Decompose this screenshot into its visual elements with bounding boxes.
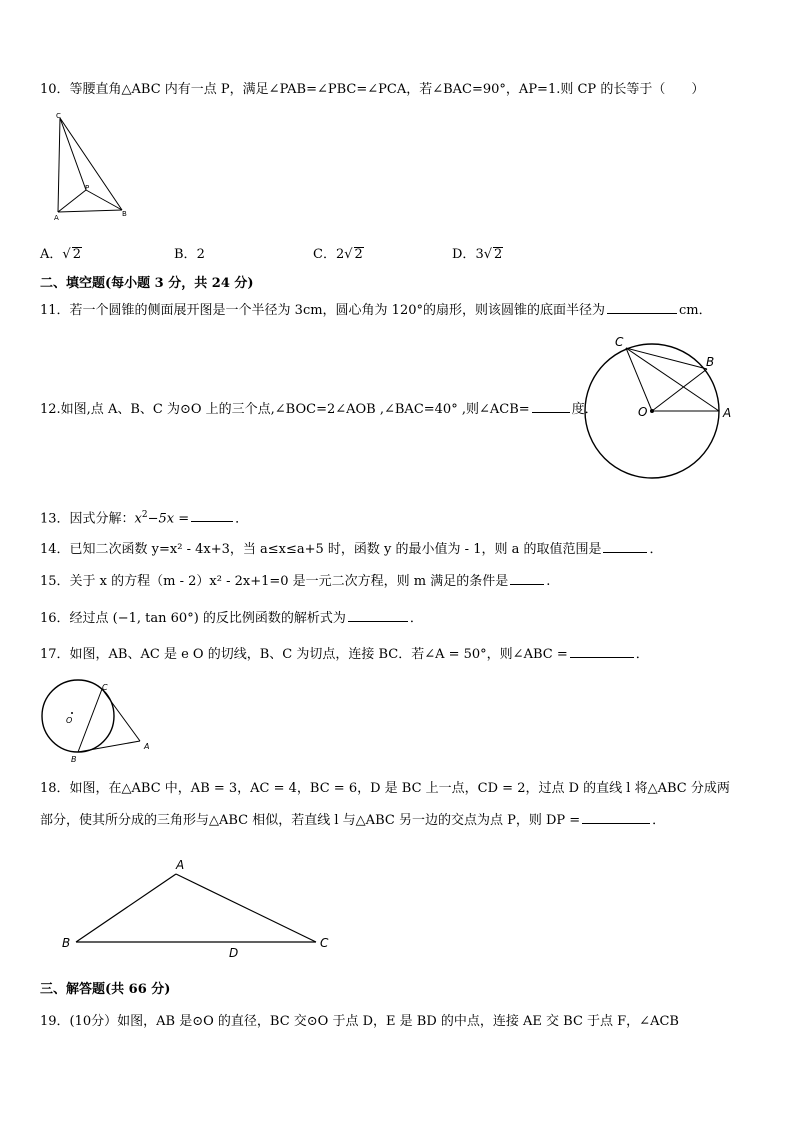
option-letter: D． <box>452 247 476 262</box>
q15-text: 15．关于 x 的方程（m - 2）x² - 2x+1=0 是一元二次方程，则 m 满足的条件是 <box>40 574 509 589</box>
q12-label-c: C <box>615 335 624 349</box>
q11-tail: cm． <box>679 303 712 318</box>
radicand: 2 <box>494 247 503 262</box>
q10-label-b: B <box>122 210 127 218</box>
section-heading-fill-in: 二、填空题(每小题 3 分，共 24 分) <box>40 276 254 291</box>
q13-prefix: 13．因式分解： <box>40 511 135 527</box>
q13-expr: −5x = <box>147 511 190 527</box>
q13-exponent: 2 <box>141 510 148 520</box>
q13-x: x <box>134 511 142 527</box>
option-value: 2 <box>196 247 205 262</box>
q10-text: 10．等腰直角△ABC 内有一点 P，满足∠PAB=∠PBC=∠PCA，若∠BAC=90°，AP=1.则 CP 的长等于（ ） <box>40 82 705 97</box>
q16-text: 16．经过点 (−1, tan 60°) 的反比例函数的解析式为 <box>40 611 346 626</box>
q17-label-c: C <box>102 683 108 692</box>
q18-line1: 18．如图，在△ABC 中，AB = 3，AC = 4，BC = 6，D 是 BC 上一点，CD = 2，过点 D 的直线 l 将△ABC 分成两 <box>40 781 730 796</box>
q10-figure <box>50 112 140 222</box>
q14-text: 14．已知二次函数 y=x² - 4x+3，当 a≤x≤a+5 时，函数 y 的最小值为 - 1，则 a 的取值范围是 <box>40 542 602 557</box>
q10-option-c[interactable]: C．2√ 2 <box>313 247 363 262</box>
q14-answer-blank[interactable] <box>603 539 647 553</box>
q15-tail: . <box>546 574 551 589</box>
q13-answer-blank[interactable] <box>191 508 233 522</box>
q18-answer-blank[interactable] <box>582 810 650 824</box>
q17-figure <box>40 678 170 768</box>
option-letter: C． <box>313 247 336 262</box>
q18-line2 <box>40 810 665 831</box>
q16-answer-blank[interactable] <box>348 608 408 622</box>
q11-answer-blank[interactable] <box>607 300 677 314</box>
q16 <box>40 608 423 629</box>
q18-text: 部分，使其所分成的三角形与△ABC 相似，若直线 l 与△ABC 另一边的交点为点 P，则 DP = <box>40 813 581 828</box>
q17 <box>40 644 649 665</box>
section-heading-solutions: 三、解答题(共 66 分) <box>40 982 171 997</box>
q18-label-d: D <box>229 946 239 960</box>
q13-tail: ． <box>235 511 249 527</box>
radicand: 2 <box>354 247 363 262</box>
q17-tail: ． <box>635 647 649 662</box>
q17-label-a: A <box>144 742 150 751</box>
q10-option-b[interactable] <box>174 243 205 262</box>
q12 <box>40 399 598 420</box>
q13 <box>40 505 248 529</box>
q15-answer-blank[interactable] <box>510 571 544 585</box>
option-letter: B． <box>174 247 197 262</box>
q17-label-b: B <box>71 755 77 764</box>
option-letter: A． <box>40 247 63 262</box>
q12-answer-blank[interactable] <box>532 399 570 413</box>
q12-label-o: O <box>638 405 648 419</box>
q12-text: 12.如图,点 A、B、C 为⊙O 上的三个点,∠BOC=2∠AOB ,∠BAC=40° ,则∠ACB= <box>40 402 530 417</box>
q15 <box>40 571 550 592</box>
q10-label-a: A <box>54 214 59 222</box>
coef: 3 <box>475 247 484 262</box>
q18-label-a: A <box>176 858 185 872</box>
q17-answer-blank[interactable] <box>570 644 634 658</box>
q10-option-a[interactable]: A．√ 2 <box>40 247 81 262</box>
q17-text: 17．如图，AB、AC 是 e O 的切线，B、C 为切点，连接 BC．若∠A = 50°，则∠ABC = <box>40 647 568 662</box>
q19-text: 19．(10分）如图，AB 是⊙O 的直径，BC 交⊙O 于点 D，E 是 BD 的中点，连接 AE 交 BC 于点 F，∠ACB <box>40 1014 679 1029</box>
q12-label-a: A <box>723 406 732 420</box>
q12-tail: 度． <box>571 402 598 417</box>
q12-label-b: B <box>706 355 715 369</box>
q11-text: 11．若一个圆锥的侧面展开图是一个半径为 3cm，圆心角为 120°的扇形，则该圆锥的底面半径为 <box>40 303 605 318</box>
q17-label-o: O <box>66 716 73 725</box>
q11 <box>40 300 712 321</box>
q18-tail: ． <box>652 813 666 828</box>
q14-tail: ． <box>649 542 663 557</box>
q10-label-c: C <box>56 112 61 120</box>
q16-tail: ． <box>409 611 423 626</box>
q18-label-c: C <box>320 936 329 950</box>
q14 <box>40 539 663 560</box>
radicand: 2 <box>72 247 81 262</box>
q18-figure <box>60 855 360 965</box>
q18-label-b: B <box>62 936 71 950</box>
q10-label-p: P <box>85 184 90 192</box>
coef: 2 <box>335 247 345 262</box>
q10-option-d[interactable]: D．3√ 2 <box>452 247 503 262</box>
q12-figure <box>586 333 746 483</box>
